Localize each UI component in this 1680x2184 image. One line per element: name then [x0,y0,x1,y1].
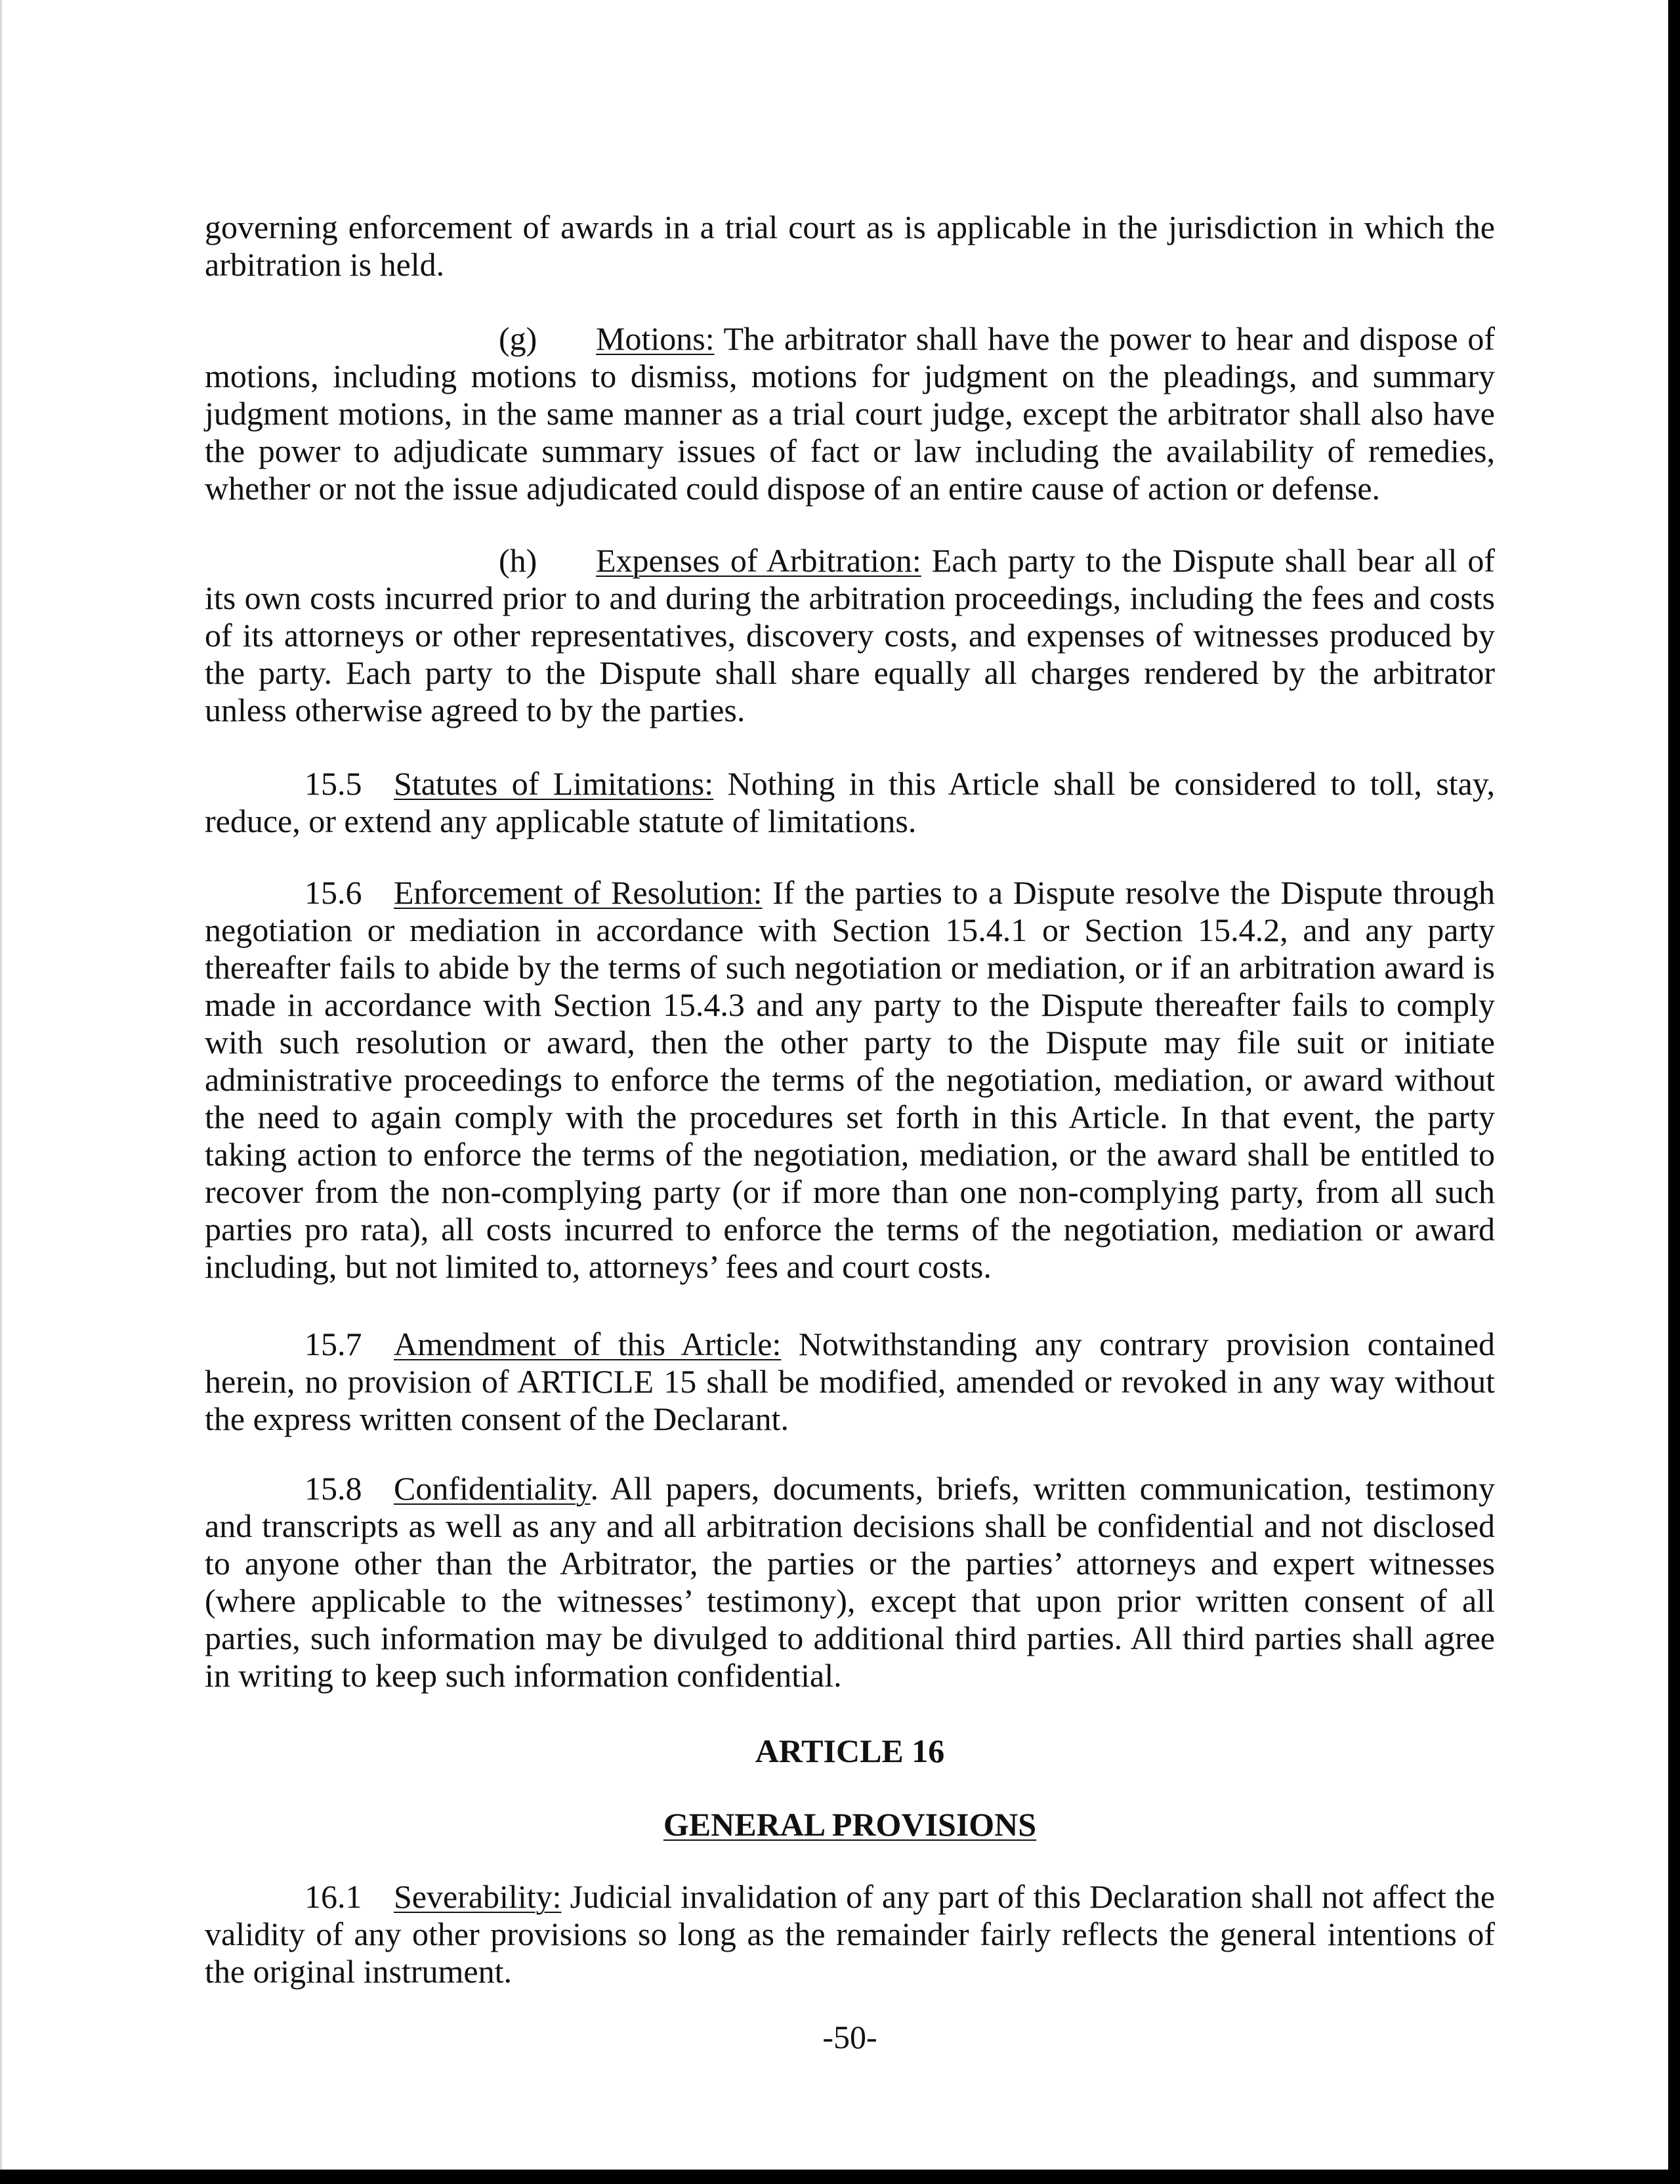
section-15-6-title: Enforcement of Resolution: [394,874,763,911]
continuation-text: governing enforcement of awards in a trial court as is applicable in the jurisdiction in which the arbitration is held. [205,209,1495,283]
continuation-paragraph [205,209,1495,284]
paragraph-h-title: Expenses of Arbitration: [596,542,921,579]
scan-right-border [1668,0,1680,2184]
section-15-7 [205,1326,1495,1438]
article-title-text: GENERAL PROVISIONS [663,1806,1037,1843]
scan-left-edge [0,0,2,2184]
paragraph-h-text [205,542,1495,729]
paragraph-g-body: The arbitrator shall have the power to hear and dispose of motions, including motions to dismiss, motions for judgment on the pleadings, and summary judgment motions, in the same manner as a trial court judge, except the arbitrator shall also have the power to adjudicate summary issues of fact or law including the availability of remedies, whether or not the issue adjudicated could dispose of an entire cause of action or defense. [205,320,1495,507]
section-15-7-number: 15.7 [304,1326,362,1362]
section-15-5-text [205,765,1495,840]
page-number: -50- [822,2019,877,2055]
section-15-8-number: 15.8 [304,1470,362,1507]
paragraph-g-label: (g) [499,320,537,357]
section-15-8-text [205,1470,1495,1694]
article-heading: ARTICLE 16 [755,1732,945,1769]
section-16-1-title: Severability: [394,1878,562,1915]
section-16-1 [205,1878,1495,1990]
scan-bottom-border [0,2170,1680,2184]
section-15-5 [205,765,1495,840]
section-15-7-title: Amendment of this Article: [394,1326,782,1362]
section-15-5-number: 15.5 [304,765,362,802]
section-15-6-body: If the parties to a Dispute resolve the Dispute through negotiation or mediation in accordance with Section 15.4.1 or Section 15.4.2, and any party thereafter fails to abide by the terms of such negotiation or mediation, or if an arbitration award is made in accordance with Section 15.4.3 and any party to the Dispute thereafter fails to comply with such resolution or award, then the other party to the Dispute may file suit or initiate administrative proceedings to enforce the terms of the negotiation, mediation, or award without the need to again comply with the procedures set forth in this Article. In that event, the party taking action to enforce the terms of the negotiation, mediation, or the award shall be entitled to recover from the non-complying party (or if more than one non-complying party, from all such parties pro rata), all costs incurred to enforce the terms of the negotiation, mediation or award including, but not limited to, attorneys’ fees and court costs. [205,874,1495,1285]
paragraph-g [205,320,1495,507]
paragraph-h-body: Each party to the Dispute shall bear all of its own costs incurred prior to and during the arbitration proceedings, including the fees and costs of its attorneys or other representatives, discovery costs, and expenses of witnesses produced by the party. Each party to the Dispute shall share equally all charges rendered by the arbitrator unless otherwise agreed to by the parties. [205,542,1495,728]
section-15-8-body: . All papers, documents, briefs, written communication, testimony and transcripts as well as any and all arbitration decisions shall be confidential and not disclosed to anyone other than the Arbitrator, the parties or the parties’ attorneys and expert witnesses (where applicable to the witnesses’ testimony), except that upon prior written consent of all parties, such information may be divulged to additional third parties. All third parties shall agree in writing to keep such information confidential. [205,1470,1495,1694]
article-title [205,1806,1495,1843]
section-15-6 [205,874,1495,1286]
section-16-1-number: 16.1 [304,1878,362,1915]
section-15-7-body: Notwithstanding any contrary provision contained herein, no provision of ARTICLE 15 shall be modified, amended or revoked in any way without the express written consent of the Declarant. [205,1326,1495,1437]
paragraph-g-text [205,320,1495,507]
section-15-7-text [205,1326,1495,1438]
section-16-1-body: Judicial invalidation of any part of this Declaration shall not affect the validity of any other provisions so long as the remainder fairly reflects the general intentions of the original instrument. [205,1878,1496,1990]
section-16-1-text [205,1878,1495,1990]
section-15-5-body: Nothing in this Article shall be considered to toll, stay, reduce, or extend any applicable statute of limitations. [205,765,1495,839]
section-15-5-title: Statutes of Limitations: [394,765,714,802]
paragraph-h [205,542,1495,729]
section-15-6-number: 15.6 [304,874,362,911]
section-15-8 [205,1470,1495,1694]
paragraph-h-label: (h) [499,542,537,579]
section-15-6-text [205,874,1495,1286]
paragraph-g-title: Motions: [596,320,715,357]
section-15-8-title: Confidentiality [394,1470,591,1507]
